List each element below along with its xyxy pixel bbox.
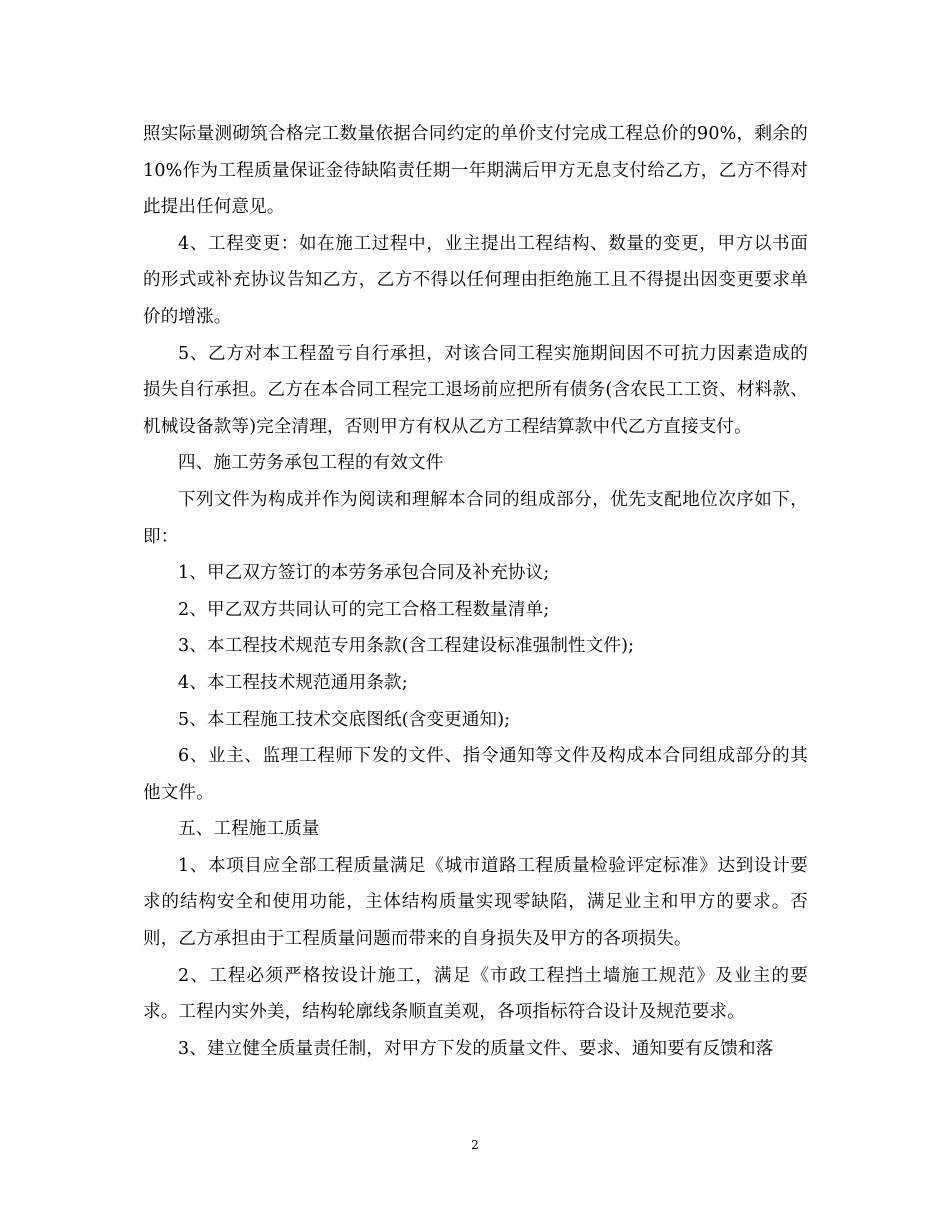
paragraph-payment-continued: 照实际量测砌筑合格完工数量依据合同约定的单价支付完成工程总价的90%，剩余的10%作为工程质量保证金待缺陷责任期一年期满后甲方无息支付给乙方，乙方不得对此提出任何意见。	[143, 124, 808, 218]
list-item-document-2: 2、甲乙双方共同认可的完工合格工程数量清单;	[178, 599, 550, 620]
list-item-document-6: 6、业主、监理工程师下发的文件、指令通知等文件及构成本合同组成部分的其他文件。	[143, 746, 808, 803]
section-heading-valid-documents: 四、施工劳务承包工程的有效文件	[178, 453, 444, 474]
list-item-document-5: 5、本工程施工技术交底图纸(含变更通知);	[178, 709, 511, 730]
paragraph-engineering-change: 4、工程变更：如在施工过程中，业主提出工程结构、数量的变更，甲方以书面的形式或补充协议告知乙方，乙方不得以任何理由拒绝施工且不得提出因变更要求单价的增涨。	[143, 233, 808, 327]
paragraph-documents-intro: 下列文件为构成并作为阅读和理解本合同的组成部分，优先支配地位次序如下，即：	[143, 489, 808, 547]
list-item-document-3: 3、本工程技术规范专用条款(含工程建设标准强制性文件);	[178, 636, 635, 657]
page-number: 2	[471, 1138, 479, 1152]
paragraph-quality-standard: 1、本项目应全部工程质量满足《城市道路工程质量检验评定标准》达到设计要求的结构安全和使用功能，主体结构质量实现零缺陷，满足业主和甲方的要求。否则，乙方承担由于工程质量问题而带来的自身损失及甲方的各项损失。	[143, 855, 808, 950]
paragraph-quality-responsibility: 3、建立健全质量责任制，对甲方下发的质量文件、要求、通知要有反馈和落	[178, 1038, 774, 1059]
section-heading-construction-quality: 五、工程施工质量	[178, 819, 320, 840]
list-item-document-1: 1、甲乙双方签订的本劳务承包合同及补充协议;	[178, 563, 550, 584]
document-body	[143, 116, 808, 1067]
paragraph-design-compliance: 2、工程必须严格按设计施工，满足《市政工程挡土墙施工规范》及业主的要求。工程内实外美，结构轮廓线条顺直美观，各项指标符合设计及规范要求。	[143, 965, 808, 1023]
paragraph-profit-loss: 5、乙方对本工程盈亏自行承担，对该合同工程实施期间因不可抗力因素造成的损失自行承担。乙方在本合同工程完工退场前应把所有债务(含农民工工资、材料款、机械设备款等)完全清理，否则甲方有权从乙方工程结算款中代乙方直接支付。	[143, 343, 808, 437]
list-item-document-4: 4、本工程技术规范通用条款;	[178, 672, 408, 693]
